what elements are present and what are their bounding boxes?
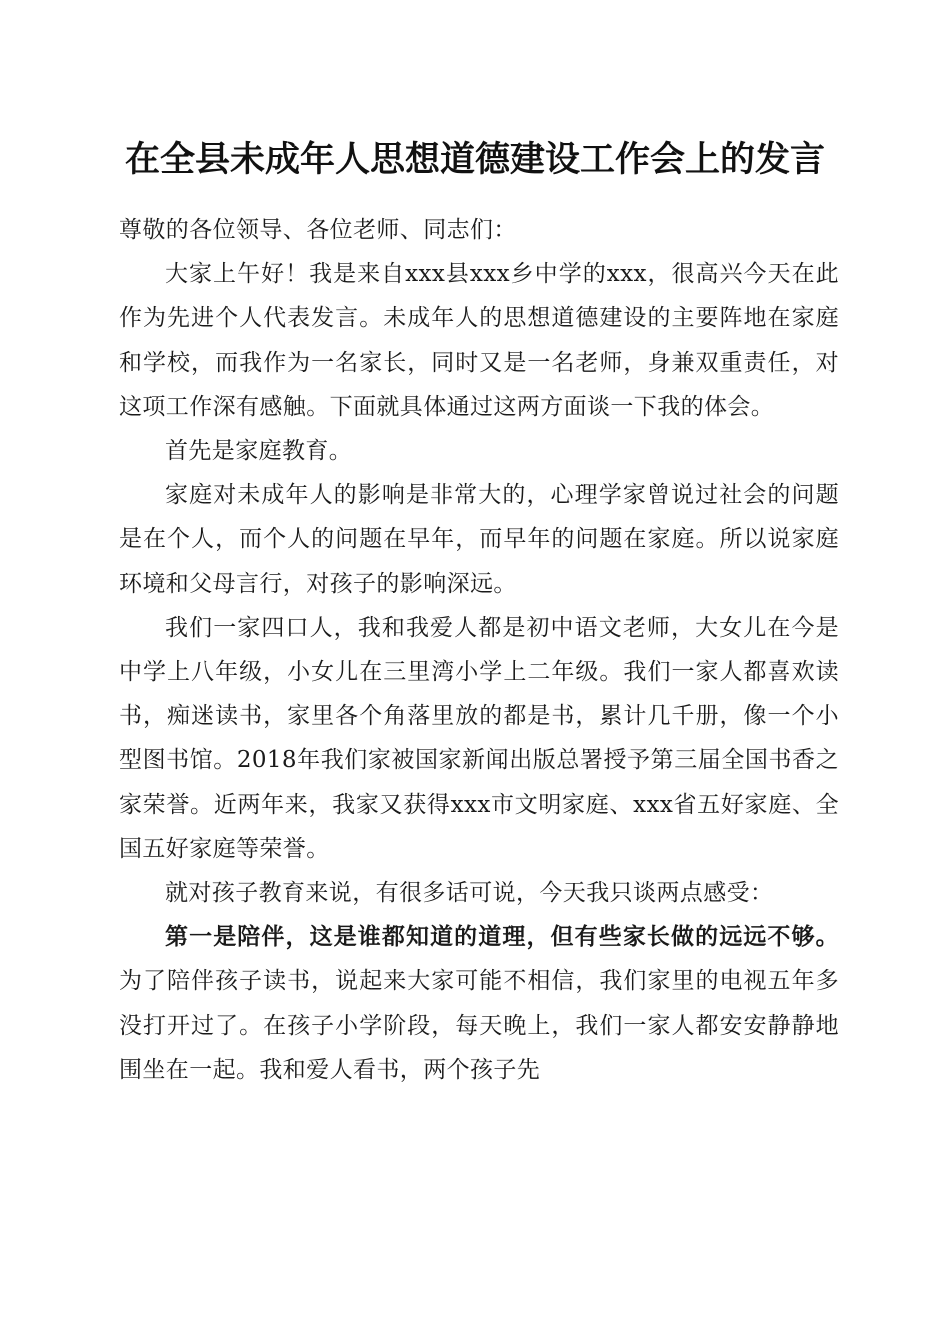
document-body (119, 208, 839, 1092)
document-title: 在全县未成年人思想道德建设工作会上的发言 (124, 139, 825, 180)
paragraph-companionship (119, 915, 839, 1092)
paragraph-greeting: 大家上午好！我是来自xxx县xxx乡中学的xxx，很高兴今天在此作为先进个人代表发言。未成年人的思想道德建设的主要阵地在家庭和学校，而我作为一名家长，同时又是一名老师，身兼双重责任，对这项工作深有感触。下面就具体通过这两方面谈一下我的体会。 (119, 261, 839, 420)
companionship-text: 为了陪伴孩子读书，说起来大家可能不相信，我们家里的电视五年多没打开过了。在孩子小学阶段，每天晚上，我们一家人都安安静静地围坐在一起。我和爱人看书，两个孩子先 (119, 968, 839, 1083)
paragraph-family-influence: 家庭对未成年人的影响是非常大的，心理学家曾说过社会的问题是在个人，而个人的问题在早年，而早年的问题在家庭。所以说家庭环境和父母言行，对孩子的影响深远。 (119, 482, 839, 597)
paragraph-family-introduction: 我们一家四口人，我和我爱人都是初中语文老师，大女儿在今是中学上八年级，小女儿在三里湾小学上二年级。我们一家人都喜欢读书，痴迷读书，家里各个角落里放的都是书，累计几千册，像一个小型图书馆。2018年我们家被国家新闻出版总署授予第三届全国书香之家荣誉。近两年来，我家又获得xxx市文明家庭、xxx省五好家庭、全国五好家庭等荣誉。 (119, 614, 839, 862)
paragraph-family-education-heading: 首先是家庭教育。 (165, 438, 353, 465)
paragraph-two-points: 就对孩子教育来说，有很多话可说，今天我只谈两点感受： (165, 880, 774, 907)
companionship-lead: 第一是陪伴，这是谁都知道的道理，但有些家长做的远远不够。 (165, 923, 839, 951)
salutation: 尊敬的各位领导、各位老师、同志们： (119, 217, 517, 243)
